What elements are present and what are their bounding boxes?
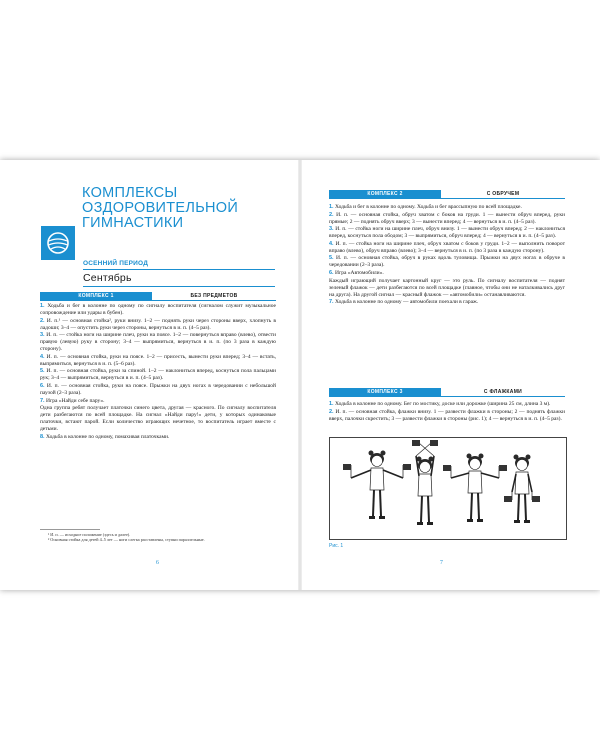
complex-badge: КОМПЛЕКС 3 <box>329 388 441 396</box>
book-spread <box>0 160 600 590</box>
chapter-emblem-icon <box>41 226 75 260</box>
list-item: 3. И. п. — стойка ноги на ширине плеч, руки на поясе. 1–2 — повернуться вправо (влево), отвести правую (левую) руку в сторону; 3–4 — выпрямиться, вернуться в и. п. (по 3 раза в каждую сторону). <box>40 332 276 353</box>
complex-text <box>40 303 276 441</box>
page-number: 7 <box>440 560 443 566</box>
figure-caption: Рис. 1 <box>329 543 344 549</box>
footnotes <box>40 529 276 543</box>
list-item: 6. Игра «Автомобили». <box>329 269 384 276</box>
complex-tag: С ОБРУЧЕМ <box>486 191 520 197</box>
child-figure <box>343 451 411 520</box>
title-line: ГИМНАСТИКИ <box>82 215 184 231</box>
footnote: ¹ И. п. — исходное положение (здесь и далее). <box>48 532 131 537</box>
title-line: КОМПЛЕКСЫ <box>82 185 178 201</box>
complex-header <box>329 388 565 396</box>
child-figure <box>412 440 438 525</box>
list-item: 3. И. п. — стойка ноги на ширине плеч, обруч внизу. 1 — вынести обруч вперед; 2 — наклониться вперед, коснуться пола ободом; 3 — выпрямиться, обруч вперед; 4 — вернуться в и. п. (4–5 раз). <box>329 226 566 240</box>
game-description: Одна группа ребят получает платочки синего цвета, другая — красного. По сигналу воспитателя дети разбегаются по всей площадке. На сигнал «Найди пару!» дети, у которых одинаковые платочки, встают парой. Если количество играющих нечетное, то воспитатель играет вместе с детьми. <box>40 405 276 433</box>
complex-tag: БЕЗ ПРЕДМЕТОВ <box>190 293 238 299</box>
list-item: 7. Ходьба в колонне по одному — автомобили поехали в гараж. <box>329 299 479 306</box>
complex-tag: С ФЛАЖКАМИ <box>483 389 523 395</box>
complex-badge: КОМПЛЕКС 2 <box>329 190 441 198</box>
footnote-divider <box>40 529 100 530</box>
chapter-title <box>82 186 272 231</box>
title-line: ОЗДОРОВИТЕЛЬНОЙ <box>82 200 239 216</box>
child-figure <box>504 455 540 524</box>
complex-divider <box>329 198 565 199</box>
period-divider <box>83 269 275 270</box>
period-label: ОСЕННИЙ ПЕРИОД <box>83 260 149 267</box>
complex-divider <box>329 396 565 397</box>
list-item: 4. И. п. — основная стойка, руки на поясе. 1–2 — присесть, вынести руки вперед; 3–4 — встать, выпрямиться, вернуться в и. п. (5–6 раз). <box>40 353 276 367</box>
footnote: ² Основная стойка для детей 4–5 лет — ноги слегка расставлены, ступни параллельные. <box>48 537 205 543</box>
children-illustration <box>330 438 566 539</box>
complex-text <box>329 204 565 307</box>
list-item: 7. Игра «Найди себе пару». <box>40 397 105 404</box>
month-divider <box>83 286 275 287</box>
list-item: 8. Ходьба в колонне по одному, помахивая платочками. <box>40 433 170 440</box>
list-item: 1. Ходьба и бег в колонне по одному. Ходьба и бег врассыпную по всей площадке. <box>329 204 522 210</box>
list-item: 4. И. п. — стойка ноги на ширине плеч, обруч хватом с боков у груди. 1–2 — выполнить поворот вправо (влево), обруч вправо (влево); 3–4 — вернуться в и. п. (по 3 раза в каждую сторону). <box>329 240 566 254</box>
exercise-figure <box>329 437 567 540</box>
complex-badge: КОМПЛЕКС 1 <box>40 292 152 300</box>
complex-divider <box>40 300 276 301</box>
game-description: Каждый играющий получает картонный круг — это руль. По сигналу воспитателя — поднят зеленый флажок — дети разбегаются по всей площадке (главное, чтобы они не наталкивались друг на друга). На другой сигнал — красный флажок — «автомобили» останавливаются. <box>329 277 565 298</box>
list-item: 5. И. п. — основная стойка, руки за спиной. 1–2 — наклониться вперед, коснуться пола пальцами рук; 3–4 — выпрямиться, вернуться в и. п. (4–5 раз). <box>40 368 276 382</box>
child-figure <box>443 454 507 523</box>
complex-header <box>40 292 276 300</box>
complex-text <box>329 401 565 423</box>
page-number: 6 <box>156 560 159 566</box>
list-item: 2. И. п.¹ — основная стойка², руки внизу. 1–2 — поднять руки через стороны вверх, хлопнуть в ладоши; 3–4 — опустить руки через стороны, вернуться в и. п. (4–5 раз). <box>40 317 277 331</box>
list-item: 5. И. п. — основная стойка, обруч в руках вдоль туловища. Прыжки на двух ногах в обруче в чередовании (2–3 раза). <box>329 255 566 269</box>
left-page <box>0 160 300 590</box>
list-item: 2. И. п. — основная стойка, обруч хватом с боков на груди. 1 — вынести обруч вперед, руки прямые; 2 — поднять обруч вверх; 3 — вынести вперед; 4 — вернуться в и. п. (4–5 раз). <box>329 211 566 225</box>
complex-header <box>329 190 565 198</box>
list-item: 1. Ходьба и бег в колонне по одному по сигналу воспитателя (сигналом служит музыкальное сопровождение или удары в бубен). <box>40 303 276 316</box>
month-title: Сентябрь <box>83 272 132 284</box>
list-item: 2. И. п. — основная стойка, флажки внизу. 1 — развести флажки в стороны; 2 — поднять флажки вверх, палочки скрестить; 3 — развести флажки в стороны (рис. 1); 4 — вернуться в и. п. (4–5 раз). <box>329 408 566 422</box>
list-item: 1. Ходьба в колонне по одному. Бег по мостику, доске или дорожке (ширина 25 см, длина 3 м). <box>329 401 551 407</box>
list-item: 6. И. п. — основная стойка, руки на поясе. Прыжки на двух ногах в чередовании с небольшой паузой (2–3 раза). <box>40 382 276 396</box>
